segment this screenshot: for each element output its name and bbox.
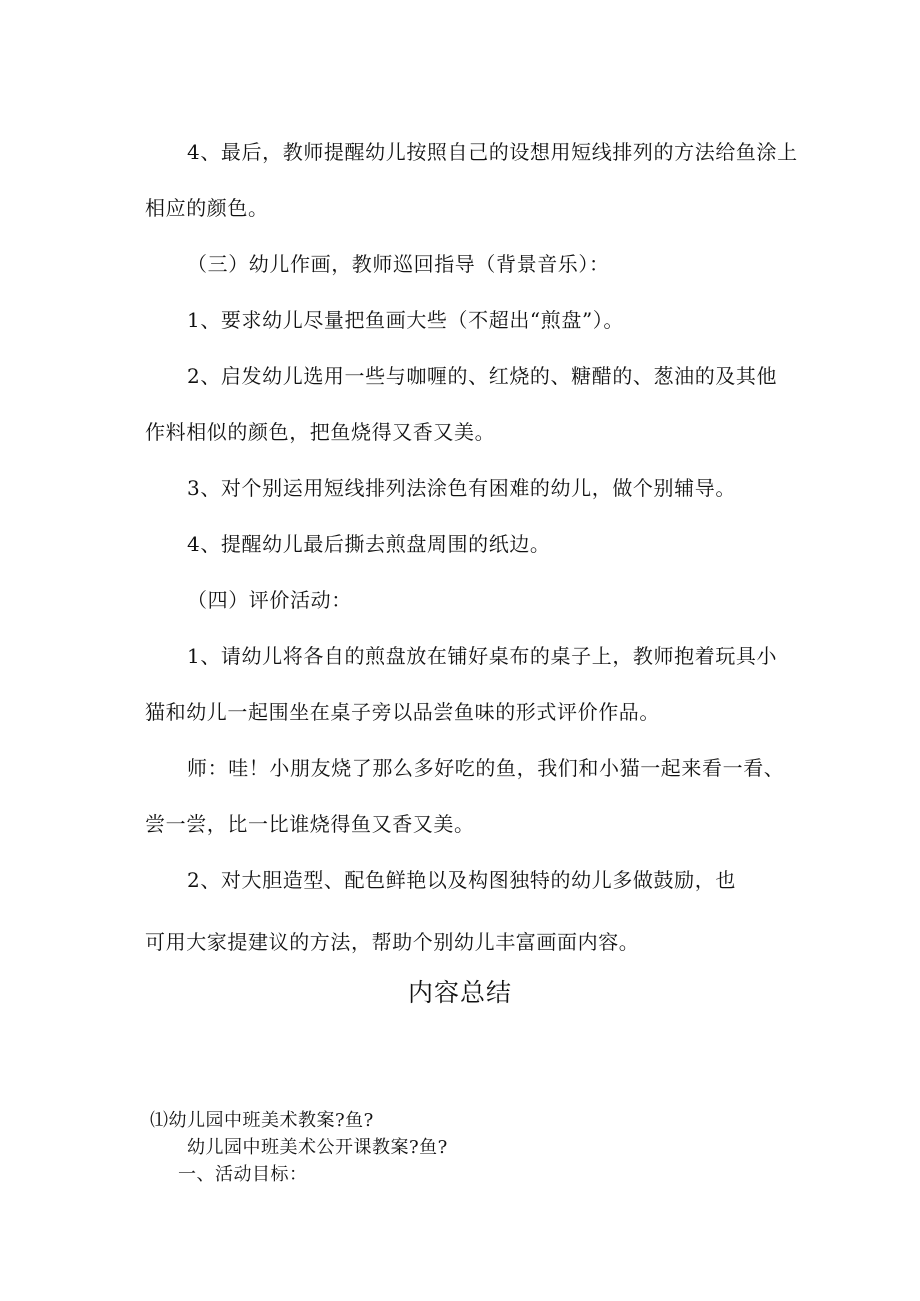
- paragraph-line: 尝一尝，比一比谁烧得鱼又香又美。: [145, 812, 475, 836]
- paragraph-line: 师：哇！小朋友烧了那么多好吃的鱼，我们和小猫一起来看一看、: [187, 756, 785, 780]
- summary-line: 幼儿园中班美术公开课教案?鱼?: [187, 1137, 448, 1158]
- section-heading: （四）评价活动：: [187, 588, 352, 612]
- paragraph-line: 2、启发幼儿选用一些与咖喱的、红烧的、糖醋的、葱油的及其他: [187, 364, 778, 388]
- paragraph-line: 作料相似的颜色，把鱼烧得又香又美。: [145, 420, 496, 444]
- paragraph-line: 可用大家提建议的方法，帮助个别幼儿丰富画面内容。: [145, 930, 640, 954]
- paragraph-line: 相应的颜色。: [145, 196, 269, 220]
- summary-line: ⑴幼儿园中班美术教案?鱼?: [150, 1110, 374, 1131]
- summary-title: 内容总结: [407, 978, 512, 1007]
- paragraph-line: 1、要求幼儿尽量把鱼画大些（不超出“煎盘”）。: [187, 308, 624, 332]
- paragraph-line: 2、对大胆造型、配色鲜艳以及构图独特的幼儿多做鼓励，也: [187, 868, 736, 892]
- summary-line: 一、活动目标：: [178, 1164, 308, 1185]
- paragraph-line: 3、对个别运用短线排列法涂色有困难的幼儿，做个别辅导。: [187, 476, 736, 500]
- paragraph-line: 4、提醒幼儿最后撕去煎盘周围的纸边。: [187, 532, 551, 556]
- paragraph-line: 猫和幼儿一起围坐在桌子旁以品尝鱼味的形式评价作品。: [145, 700, 660, 724]
- paragraph-line: 4、最后，教师提醒幼儿按照自己的设想用短线排列的方法给鱼涂上: [187, 140, 798, 164]
- paragraph-line: 1、请幼儿将各自的煎盘放在铺好桌布的桌子上，教师抱着玩具小: [187, 644, 778, 668]
- section-heading: （三）幼儿作画，教师巡回指导（背景音乐）：: [187, 252, 610, 276]
